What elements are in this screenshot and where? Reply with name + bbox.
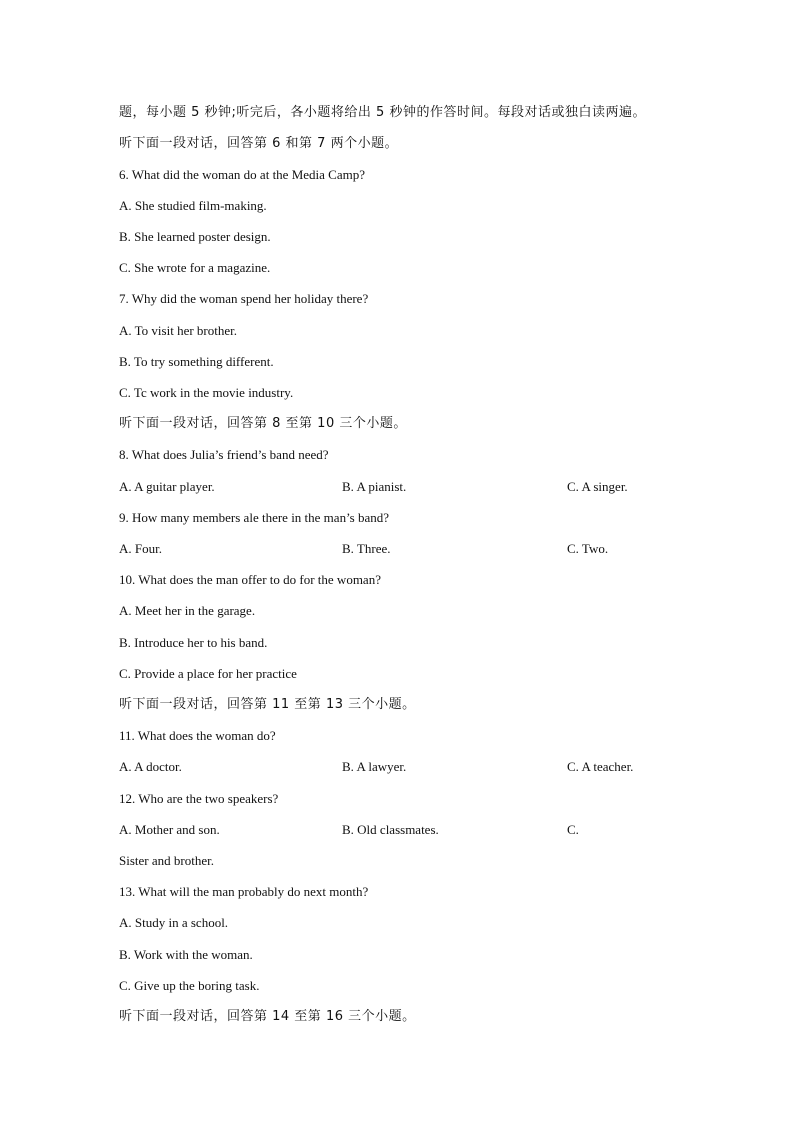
question-10-option-c: C. Provide a place for her practice — [119, 666, 297, 681]
question-10-option-a: A. Meet her in the garage. — [119, 603, 256, 618]
question-12-option-c-letter: C. — [567, 822, 579, 837]
question-8: 8. What does Julia’s friend’s band need? — [119, 447, 329, 462]
section-instruction-6-7: 听下面一段对话，回答第 6 和第 7 两个小题。 — [119, 136, 399, 151]
question-7-option-c: C. Tc work in the movie industry. — [119, 385, 294, 400]
question-12: 12. Who are the two speakers? — [119, 791, 279, 806]
section-instruction-14-16: 听下面一段对话，回答第 14 至第 16 三个小题。 — [119, 1009, 416, 1024]
question-9-option-b: B. Three. — [342, 541, 391, 556]
instruction-continuation: 题，每小题 5 秒钟;听完后，各小题将给出 5 秒钟的作答时间。每段对话或独白读两遍。 — [119, 105, 646, 120]
question-11-option-c: C. A teacher. — [567, 759, 634, 774]
section-instruction-11-13: 听下面一段对话，回答第 11 至第 13 三个小题。 — [119, 697, 416, 712]
question-6-option-a: A. She studied film-making. — [119, 198, 267, 213]
question-9-option-c: C. Two. — [567, 541, 609, 556]
question-12-option-a: A. Mother and son. — [119, 822, 220, 837]
question-11-option-b: B. A lawyer. — [342, 759, 407, 774]
section-instruction-8-10: 听下面一段对话，回答第 8 至第 10 三个小题。 — [119, 416, 407, 431]
question-7-option-b: B. To try something different. — [119, 354, 274, 369]
question-7: 7. Why did the woman spend her holiday there? — [119, 291, 369, 306]
question-9-option-a: A. Four. — [119, 541, 162, 556]
question-13-option-a: A. Study in a school. — [119, 915, 229, 930]
question-12-option-b: B. Old classmates. — [342, 822, 439, 837]
question-13-option-b: B. Work with the woman. — [119, 947, 253, 962]
question-6-option-b: B. She learned poster design. — [119, 229, 271, 244]
question-8-option-b: B. A pianist. — [342, 479, 407, 494]
question-13-option-c: C. Give up the boring task. — [119, 978, 260, 993]
question-6: 6. What did the woman do at the Media Camp? — [119, 167, 365, 182]
question-10: 10. What does the man offer to do for the woman? — [119, 572, 381, 587]
question-8-option-c: C. A singer. — [567, 479, 628, 494]
question-8-option-a: A. A guitar player. — [119, 479, 215, 494]
question-7-option-a: A. To visit her brother. — [119, 323, 238, 338]
question-12-option-c-text: Sister and brother. — [119, 853, 214, 868]
question-9: 9. How many members ale there in the man’s band? — [119, 510, 390, 525]
question-11-option-a: A. A doctor. — [119, 759, 182, 774]
question-11: 11. What does the woman do? — [119, 728, 276, 743]
question-6-option-c: C. She wrote for a magazine. — [119, 260, 271, 275]
question-10-option-b: B. Introduce her to his band. — [119, 635, 268, 650]
question-13: 13. What will the man probably do next month? — [119, 884, 369, 899]
